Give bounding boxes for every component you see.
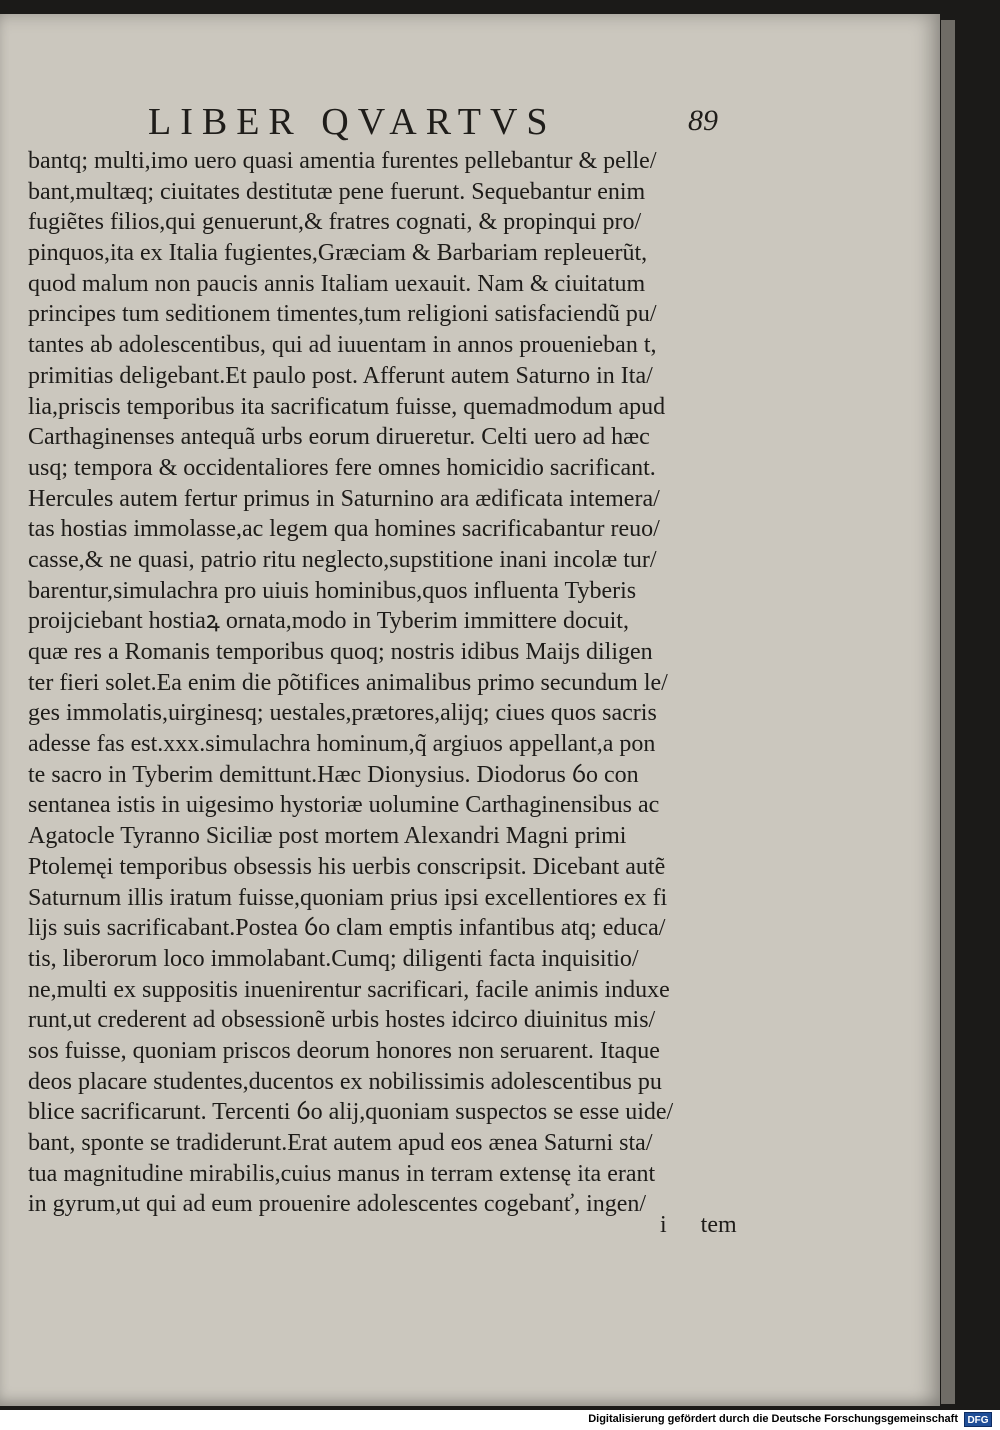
funding-credit: Digitalisierung gefördert durch die Deutsche Forschungsgemeinschaft (588, 1413, 958, 1425)
running-head: LIBER QVARTVS (148, 101, 557, 143)
text-line: sos fuisse, quoniam priscos deorum honores non seruarent. Itaque (28, 1037, 660, 1064)
text-line: bant, sponte se tradiderunt.Erat autem apud eos ænea Saturni sta/ (28, 1130, 653, 1156)
text-line: principes tum seditionem timentes,tum religioni satisfaciendũ pu/ (28, 301, 657, 328)
text-line: ges immolatis,uirginesq; uestales,prætores,alijq; ciues quos sacris (28, 700, 657, 727)
text-line: tis, liberorum loco immolabant.Cumq; diligenti facta inquisitio/ (28, 945, 639, 972)
dfg-logo: DFG (964, 1412, 992, 1427)
page-edge (941, 20, 955, 1404)
text-line: bantq; multi,imo uero quasi amentia furentes pellebantur & pelle/ (28, 148, 657, 174)
text-line: Agatocle Tyranno Siciliæ post mortem Alexandri Magni primi (28, 823, 627, 850)
text-line: quod malum non paucis annis Italiam uexauit. Nam & ciuitatum (28, 270, 646, 297)
text-line: ne,multi ex suppositis inuenirentur sacrificari, facile animis induxe (28, 976, 670, 1003)
text-line: Carthaginenses antequã urbs eorum dirueretur. Celti uero ad hæc (28, 424, 650, 451)
text-line: te sacro in Tyberim demittunt.Hæc Dionysius. Diodorus ỽo con (28, 761, 639, 788)
text-line: Ptolemęi temporibus obsessis his uerbis conscripsit. Dicebant autẽ (28, 853, 666, 880)
text-line: Hercules autem fertur primus in Saturnino ara ædificata intemera/ (28, 485, 660, 512)
text-line: sentanea istis in uigesimo hystoriæ uolumine Carthaginensibus ac (28, 792, 660, 819)
text-line: lijs suis sacrificabant.Postea ỽo clam emptis infantibus atq; educa/ (28, 915, 666, 942)
text-line: usq; tempora & occidentaliores fere omnes homicidio sacrificant. (28, 454, 656, 481)
signature-mark: i (660, 1212, 667, 1238)
text-line: fugiẽtes filios,qui genuerunt,& fratres cognati, & propinqui pro/ (28, 209, 642, 236)
text-line: Saturnum illis iratum fuisse,quoniam prius ipsi excellentiores ex fi (28, 884, 668, 911)
catchword: tem (700, 1212, 737, 1238)
text-line: runt,ut crederent ad obsessionẽ urbis hostes idcirco diuinitus mis/ (28, 1007, 656, 1034)
text-line: lia,priscis temporibus ita sacrificatum fuisse, quemadmodum apud (28, 393, 666, 420)
text-line: bant,multæq; ciuitates destitutæ pene fuerunt. Sequebantur enim (28, 178, 646, 205)
text-line: proijciebant hostiaꝝ ornata,modo in Tyberim immittere docuit, (28, 608, 629, 635)
catchword-row (660, 1212, 737, 1239)
text-line: adesse fas est.xxx.simulachra hominum,q̃ argiuos appellant,a pon (28, 731, 656, 758)
text-line: casse,& ne quasi, patrio ritu neglecto,supstitione inani incolæ tur/ (28, 546, 657, 573)
text-line: deos placare studentes,ducentos ex nobilissimis adolescentibus pu (28, 1068, 662, 1095)
text-line: barentur,simulachra pro uiuis hominibus,quos influenta Tyberis (28, 577, 637, 604)
page-number: 89 (688, 104, 718, 137)
text-line: blice sacrificarunt. Tercenti ỽo alij,quoniam suspectos se esse uide/ (28, 1099, 674, 1126)
text-line: tas hostias immolasse,ac legem qua homines sacrificabantur reuo/ (28, 516, 660, 543)
text-line: pinquos,ita ex Italia fugientes,Græciam & Barbariam repleuerũt, (28, 240, 648, 267)
footer-bar (0, 1410, 1000, 1430)
body-text (28, 146, 768, 1220)
text-line: quæ res a Romanis temporibus quoq; nostris idibus Maijs diligen (28, 639, 653, 665)
text-line: primitias deligebant.Et paulo post. Afferunt autem Saturno in Ita/ (28, 362, 653, 389)
text-line: in gyrum,ut qui ad eum prouenire adolescentes cogebanť, ingen/ (28, 1191, 647, 1218)
text-line: ter fieri solet.Ea enim die põtifices animalibus primo secundum le/ (28, 669, 668, 696)
text-line: tua magnitudine mirabilis,cuius manus in terram extensę ita erant (28, 1160, 656, 1187)
text-line: tantes ab adolescentibus, qui ad iuuentam in annos prouenieban t, (28, 332, 657, 359)
book-page (0, 14, 940, 1406)
